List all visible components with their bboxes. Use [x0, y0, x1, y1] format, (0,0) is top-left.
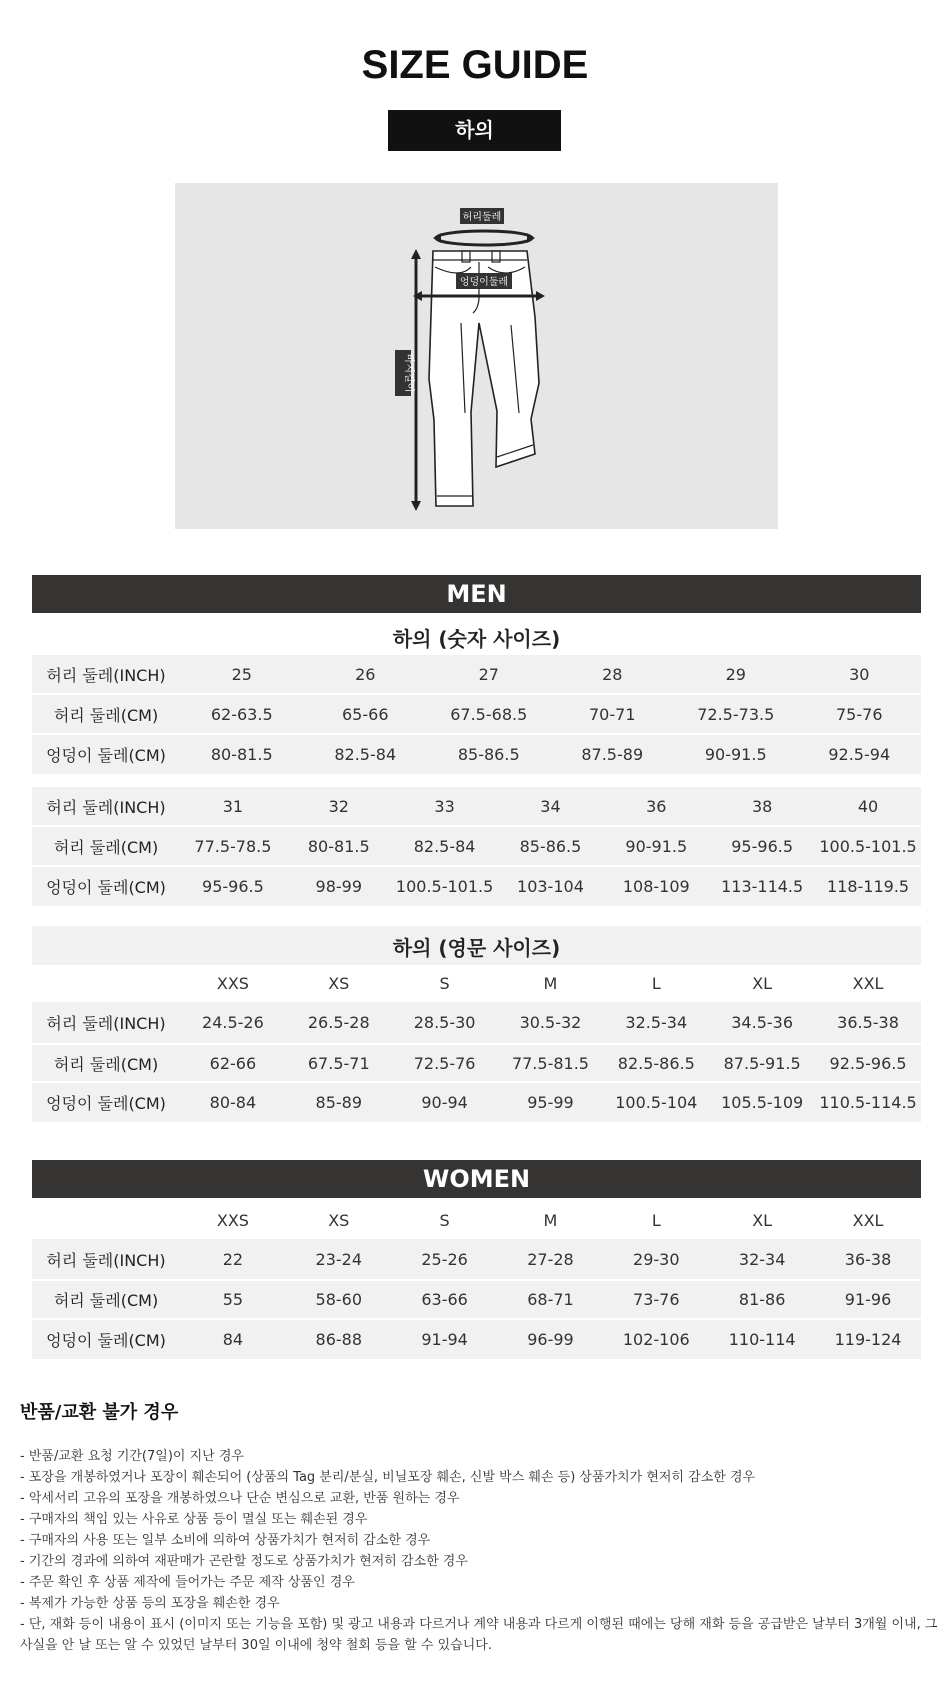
table-cell: 70-71 [551, 694, 675, 734]
list-item: - 주문 확인 후 상품 제작에 들어가는 주문 제작 상품인 경우 [20, 1575, 355, 1590]
table-cell: 100.5-101.5 [392, 866, 498, 906]
table-cell: 110-114 [709, 1319, 815, 1359]
table-cell: 72.5-76 [392, 1044, 498, 1082]
table-cell: 67.5-68.5 [427, 694, 551, 734]
table-cell: 27 [427, 655, 551, 694]
size-header: XXL [815, 965, 921, 1002]
table-cell: 22 [180, 1239, 286, 1280]
table-row [32, 1044, 921, 1082]
table-cell: 29 [674, 655, 798, 694]
table-cell: 87.5-91.5 [709, 1044, 815, 1082]
table-cell: 29-30 [603, 1239, 709, 1280]
table-cell: 62-66 [180, 1044, 286, 1082]
table-cell: 108-109 [603, 866, 709, 906]
table-cell: 36.5-38 [815, 1002, 921, 1044]
table-cell: 80-81.5 [180, 734, 304, 774]
table-cell: 87.5-89 [551, 734, 675, 774]
table-row [32, 1002, 921, 1044]
men-letter-table [32, 965, 921, 1122]
row-label: 허리 둘레(INCH) [32, 655, 180, 694]
return-policy [20, 1398, 940, 1656]
table-cell: 67.5-71 [286, 1044, 392, 1082]
row-label: 엉덩이 둘레(CM) [32, 1082, 180, 1122]
table-cell: 90-91.5 [674, 734, 798, 774]
table-cell: 90-94 [392, 1082, 498, 1122]
men-letter-title: 하의 (영문 사이즈) [392, 936, 561, 960]
women-heading: WOMEN [32, 1160, 921, 1198]
table-cell: 30 [798, 655, 922, 694]
size-header: XS [286, 1202, 392, 1239]
table-row [32, 866, 921, 906]
table-cell: 100.5-101.5 [815, 826, 921, 866]
table-cell: 25-26 [392, 1239, 498, 1280]
table-cell: 33 [392, 787, 498, 826]
table-cell: 63-66 [392, 1280, 498, 1319]
length-label: 바지길이 [403, 353, 414, 393]
men-numeric-table-1 [32, 655, 921, 774]
row-label: 허리 둘레(CM) [32, 1044, 180, 1082]
table-row [32, 655, 921, 694]
size-header: S [392, 1202, 498, 1239]
waist-label: 허리둘레 [462, 212, 502, 223]
table-row [32, 694, 921, 734]
return-policy-title: 반품/교환 불가 경우 [20, 1402, 179, 1423]
row-label: 허리 둘레(CM) [32, 694, 180, 734]
table-cell: 32-34 [709, 1239, 815, 1280]
table-cell: 36-38 [815, 1239, 921, 1280]
table-cell: 34.5-36 [709, 1002, 815, 1044]
table-cell: 98-99 [286, 866, 392, 906]
size-header-row [32, 965, 921, 1002]
pants-outline [429, 251, 539, 506]
table-cell: 91-96 [815, 1280, 921, 1319]
table-row [32, 787, 921, 826]
women-table [32, 1202, 921, 1359]
table-row [32, 826, 921, 866]
size-header-row [32, 1202, 921, 1239]
table-cell: 65-66 [304, 694, 428, 734]
table-cell: 80-81.5 [286, 826, 392, 866]
list-item: - 구매자의 사용 또는 일부 소비에 의하여 상품가치가 현저히 감소한 경우 [20, 1533, 431, 1548]
table-cell: 105.5-109 [709, 1082, 815, 1122]
table-cell: 31 [180, 787, 286, 826]
table-cell: 95-99 [498, 1082, 604, 1122]
table-cell: 90-91.5 [603, 826, 709, 866]
table-cell: 40 [815, 787, 921, 826]
size-header: XXS [180, 965, 286, 1002]
list-item: - 단, 재화 등이 내용이 표시 (이미지 또는 기능을 포함) 및 광고 내용과 다르거나 계약 내용과 다르게 이행된 때에는 당해 재화 등을 공급받은 날부터 3개월 이내, 그 사실을 안 날 또는 알 수 있었던 날부터 30일 이내에 청약 철회 등을 할 수 있습니다. [20, 1617, 938, 1653]
table-row [32, 1280, 921, 1319]
table-cell: 30.5-32 [498, 1002, 604, 1044]
table-cell: 75-76 [798, 694, 922, 734]
page-title: SIZE GUIDE [361, 43, 589, 87]
table-cell: 92.5-94 [798, 734, 922, 774]
size-header: XXS [180, 1202, 286, 1239]
table-cell: 27-28 [498, 1239, 604, 1280]
list-item: - 악세서리 고유의 포장을 개봉하였으나 단순 변심으로 교환, 반품 원하는 경우 [20, 1491, 460, 1506]
table-cell: 77.5-81.5 [498, 1044, 604, 1082]
table-cell: 73-76 [603, 1280, 709, 1319]
size-header: M [498, 965, 604, 1002]
men-heading: MEN [32, 575, 921, 613]
pants-illustration [175, 183, 778, 529]
table-cell: 24.5-26 [180, 1002, 286, 1044]
row-label: 엉덩이 둘레(CM) [32, 734, 180, 774]
table-cell: 91-94 [392, 1319, 498, 1359]
table-cell: 34 [498, 787, 604, 826]
return-policy-list [20, 1446, 940, 1656]
size-header: M [498, 1202, 604, 1239]
table-row [32, 1082, 921, 1122]
table-cell: 82.5-86.5 [603, 1044, 709, 1082]
table-cell: 25 [180, 655, 304, 694]
table-cell: 28.5-30 [392, 1002, 498, 1044]
table-cell: 82.5-84 [392, 826, 498, 866]
list-item: - 구매자의 책임 있는 사유로 상품 등이 멸실 또는 훼손된 경우 [20, 1512, 368, 1527]
list-item: - 포장을 개봉하였거나 포장이 훼손되어 (상품의 Tag 분리/분실, 비닐포장 훼손, 신발 박스 훼손 등) 상품가치가 현저히 감소한 경우 [20, 1470, 756, 1485]
table-cell: 85-86.5 [427, 734, 551, 774]
size-header: XL [709, 1202, 815, 1239]
table-cell: 23-24 [286, 1239, 392, 1280]
category-badge: 하의 [388, 110, 561, 151]
table-cell: 26 [304, 655, 428, 694]
table-cell: 82.5-84 [304, 734, 428, 774]
table-cell: 85-86.5 [498, 826, 604, 866]
row-label: 허리 둘레(CM) [32, 826, 180, 866]
size-header: XXL [815, 1202, 921, 1239]
row-label: 엉덩이 둘레(CM) [32, 866, 180, 906]
row-label: 엉덩이 둘레(CM) [32, 1319, 180, 1359]
list-item: - 복제가 가능한 상품 등의 포장을 훼손한 경우 [20, 1596, 280, 1611]
table-cell: 84 [180, 1319, 286, 1359]
row-label: 허리 둘레(INCH) [32, 1239, 180, 1280]
row-label: 허리 둘레(INCH) [32, 1002, 180, 1044]
list-item: - 기간의 경과에 의하여 재판매가 곤란할 정도로 상품가치가 현저히 감소한 경우 [20, 1554, 468, 1569]
table-row [32, 1239, 921, 1280]
table-cell: 38 [709, 787, 815, 826]
size-header: S [392, 965, 498, 1002]
table-cell: 96-99 [498, 1319, 604, 1359]
table-cell: 113-114.5 [709, 866, 815, 906]
table-cell: 110.5-114.5 [815, 1082, 921, 1122]
table-cell: 95-96.5 [709, 826, 815, 866]
table-cell: 28 [551, 655, 675, 694]
table-cell: 55 [180, 1280, 286, 1319]
table-cell: 80-84 [180, 1082, 286, 1122]
table-cell: 26.5-28 [286, 1002, 392, 1044]
table-row [32, 734, 921, 774]
table-cell: 72.5-73.5 [674, 694, 798, 734]
table-row [32, 1319, 921, 1359]
list-item: - 반품/교환 요청 기간(7일)이 지난 경우 [20, 1449, 244, 1464]
table-cell: 81-86 [709, 1280, 815, 1319]
hip-label: 엉덩이둘레 [459, 277, 509, 288]
table-cell: 58-60 [286, 1280, 392, 1319]
table-cell: 118-119.5 [815, 866, 921, 906]
table-cell: 36 [603, 787, 709, 826]
table-cell: 103-104 [498, 866, 604, 906]
pants-diagram [175, 183, 778, 529]
men-numeric-table-2 [32, 787, 921, 906]
table-cell: 85-89 [286, 1082, 392, 1122]
size-header: L [603, 965, 709, 1002]
table-cell: 77.5-78.5 [180, 826, 286, 866]
table-cell: 95-96.5 [180, 866, 286, 906]
table-cell: 32 [286, 787, 392, 826]
table-cell: 62-63.5 [180, 694, 304, 734]
table-cell: 119-124 [815, 1319, 921, 1359]
waist-measure-line [436, 231, 532, 245]
size-header: XL [709, 965, 815, 1002]
header-blank [32, 965, 180, 1002]
table-cell: 102-106 [603, 1319, 709, 1359]
header-blank [32, 1202, 180, 1239]
men-numeric-title: 하의 (숫자 사이즈) [392, 627, 561, 651]
row-label: 허리 둘레(CM) [32, 1280, 180, 1319]
table-cell: 68-71 [498, 1280, 604, 1319]
table-cell: 86-88 [286, 1319, 392, 1359]
size-header: L [603, 1202, 709, 1239]
table-cell: 92.5-96.5 [815, 1044, 921, 1082]
size-header: XS [286, 965, 392, 1002]
table-cell: 32.5-34 [603, 1002, 709, 1044]
table-cell: 100.5-104 [603, 1082, 709, 1122]
row-label: 허리 둘레(INCH) [32, 787, 180, 826]
